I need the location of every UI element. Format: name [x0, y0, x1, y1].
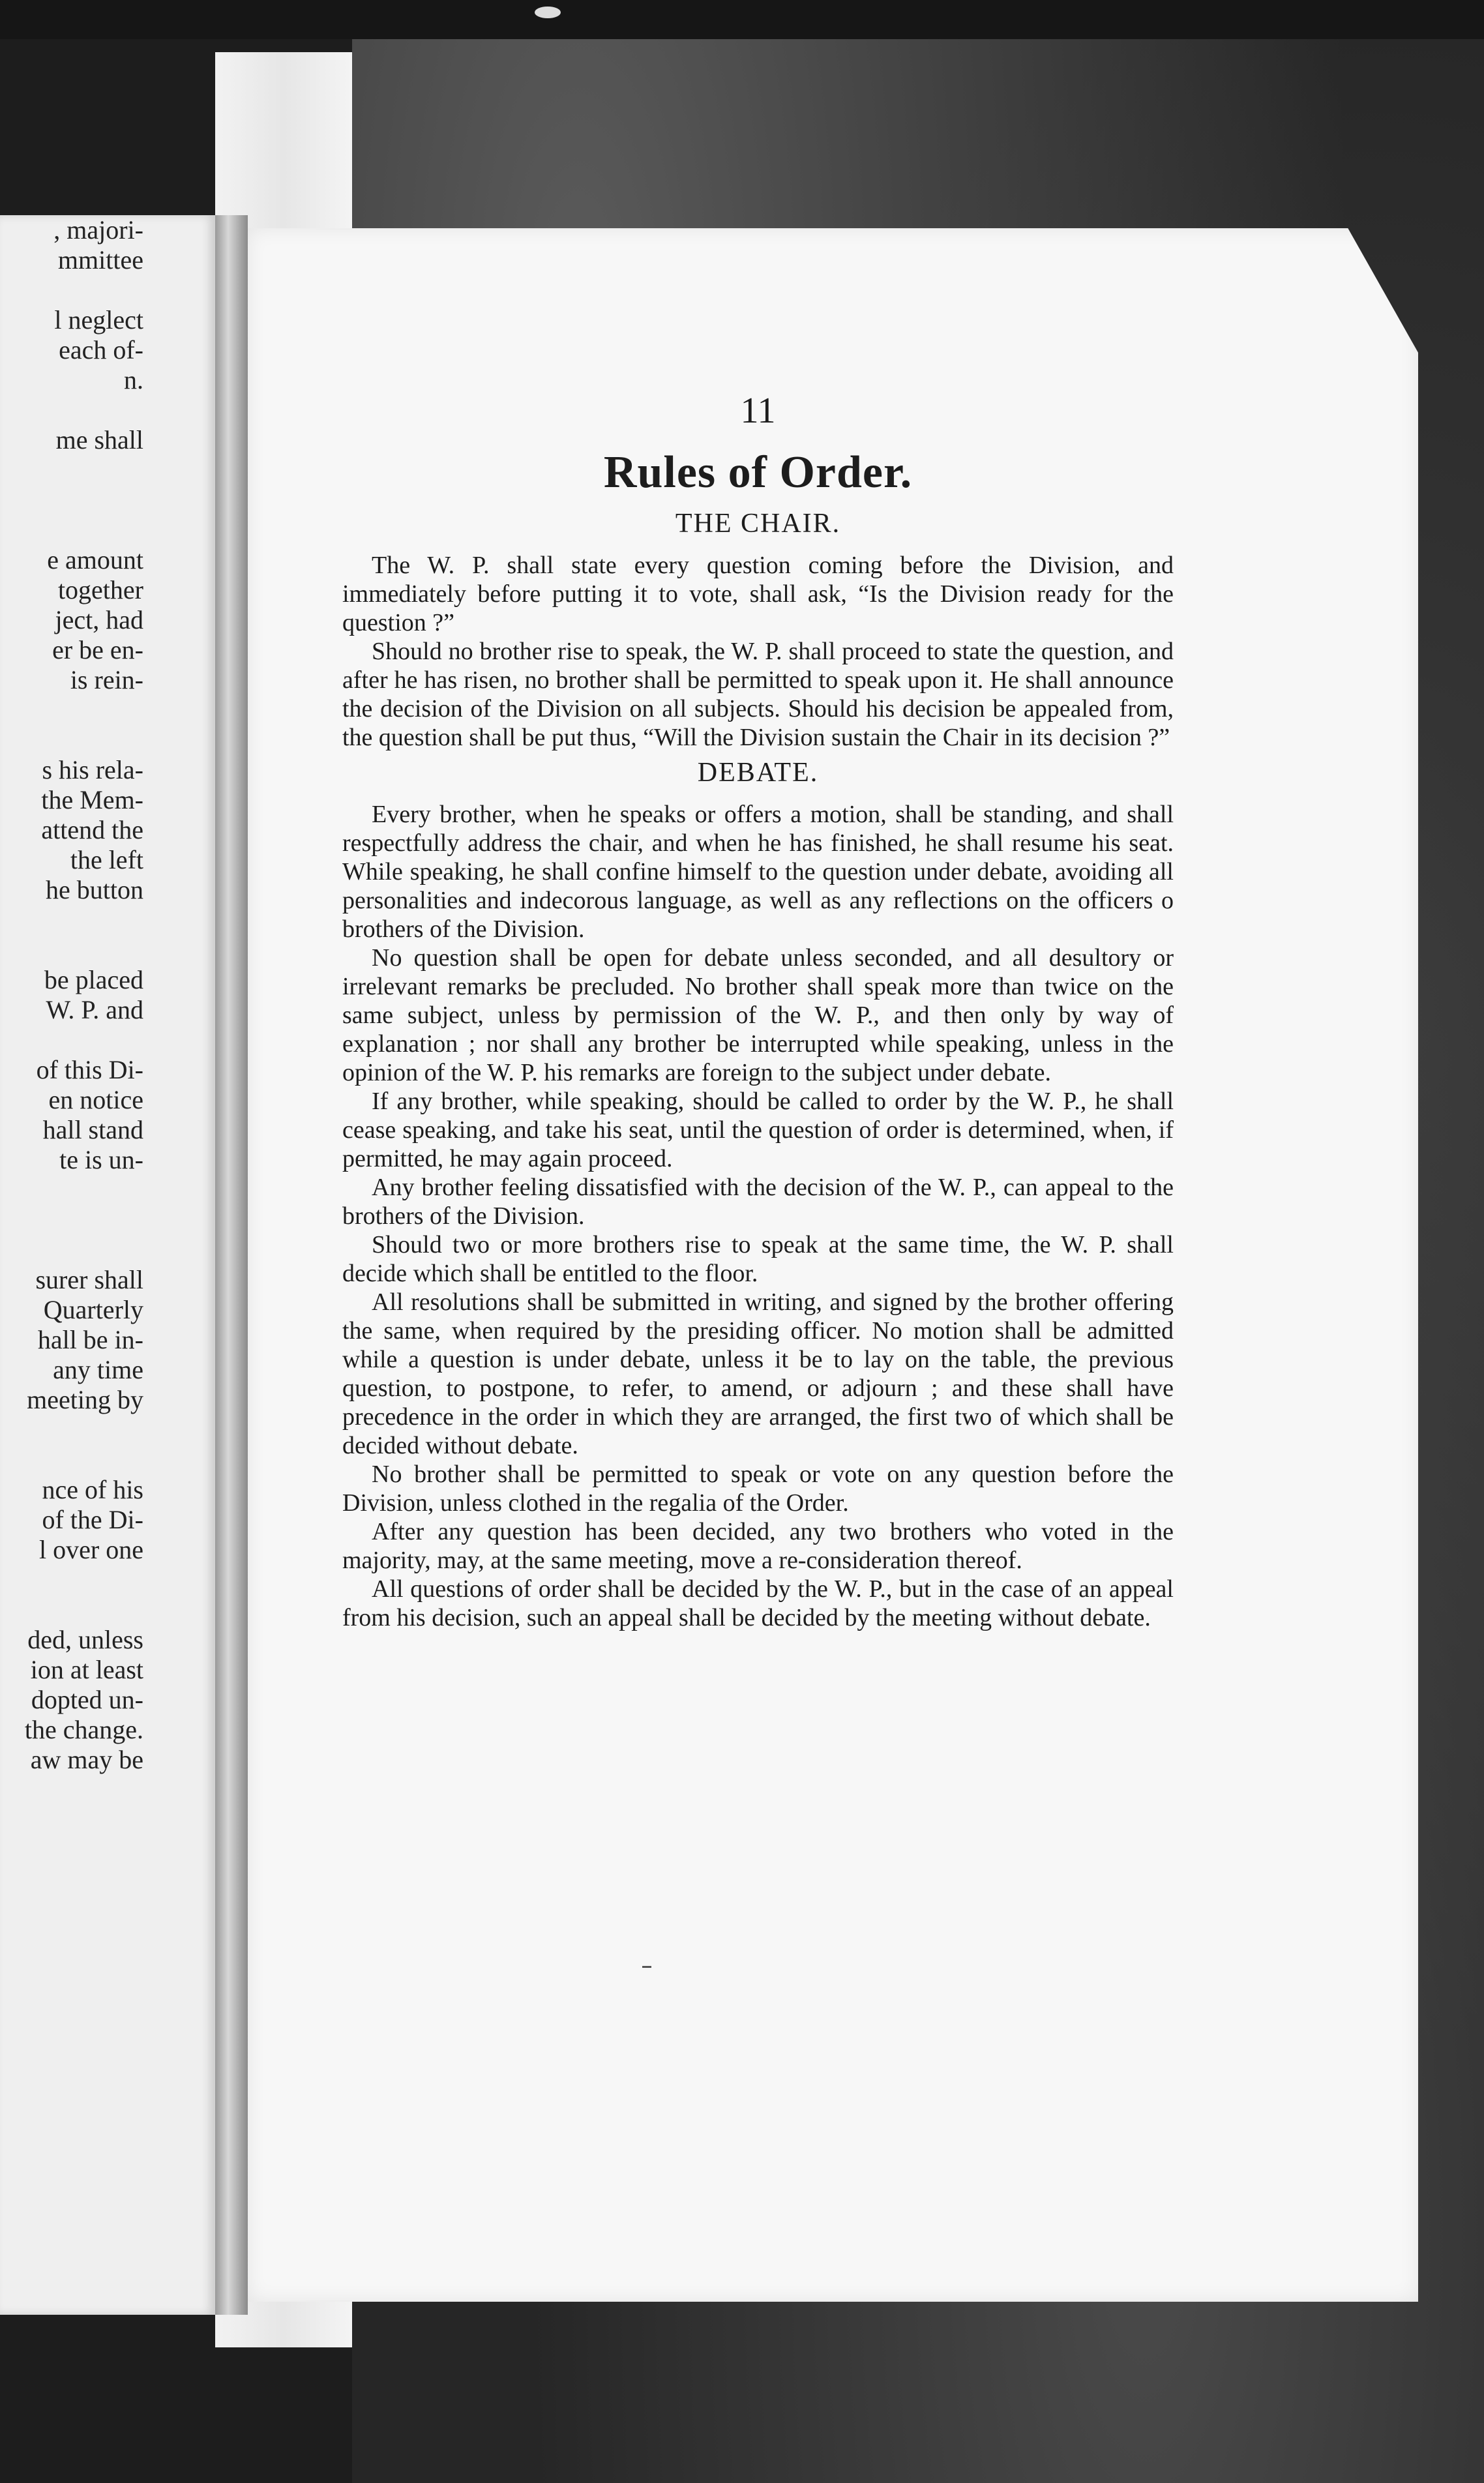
left-page-line: mmittee — [57, 245, 143, 275]
left-page-line: n. — [124, 365, 143, 394]
scan-speck — [535, 7, 561, 18]
left-page-line: any time — [53, 1355, 143, 1384]
paragraph: Should no brother rise to speak, the W. P. shall proceed to state the question, and after he has risen, no brother shall be permitted to speak upon it. He shall announce the decision of the Division on all subjects. Should his decision be appealed from, the question shall be put thus, “Will the Division sustain the Chair in its decision ?” — [342, 638, 1174, 751]
left-page-line: is rein- — [70, 665, 143, 694]
page-number: 11 — [740, 391, 776, 431]
left-page-line: he button — [46, 875, 143, 904]
left-page — [0, 215, 215, 2315]
left-page-line — [0, 485, 143, 515]
left-page-line: e amount — [47, 545, 143, 574]
paragraph: No brother shall be permitted to speak or vote on any question before the Division, unless clothed in the regalia of the Order. — [342, 1461, 1174, 1517]
left-page-line — [0, 1205, 143, 1235]
left-page-line: ject, had — [55, 605, 143, 634]
left-page-line — [0, 935, 143, 965]
left-page-line — [0, 395, 143, 425]
left-page-line: hall stand — [42, 1115, 143, 1144]
left-page-line: nce of his — [42, 1475, 143, 1504]
left-page-line — [0, 275, 143, 305]
left-page-line — [0, 725, 143, 755]
left-page-line: aw may be — [30, 1745, 143, 1774]
section-debate — [342, 754, 1174, 1632]
left-page-line: be placed — [44, 965, 143, 994]
left-page-line — [0, 1235, 143, 1265]
left-page-line: W. P. and — [46, 995, 143, 1024]
left-page-line: ded, unless — [27, 1625, 143, 1654]
left-page-line — [0, 455, 143, 485]
left-page-line — [0, 1175, 143, 1205]
left-page-line: together — [57, 575, 143, 604]
left-page-line: Quarterly — [43, 1295, 143, 1324]
paragraph: After any question has been decided, any two brothers who voted in the majority, may, at the same meeting, move a re-consideration thereof. — [342, 1518, 1174, 1574]
left-page-line: surer shall — [35, 1265, 143, 1294]
paragraph: All questions of order shall be decided by the W. P., but in the case of an appeal from his decision, such an appeal shall be decided by the meeting without debate. — [342, 1575, 1174, 1631]
paragraph: Every brother, when he speaks or offers a motion, shall be standing, and shall respectfully address the chair, and when he has finished, he shall resume his seat. While speaking, he shall confine himself to the question under debate, avoiding all personalities and indecorous language, as well as any reflections on the officers o brothers of the Division. — [342, 801, 1174, 943]
left-page-line: attend the — [41, 815, 143, 844]
left-page-line — [0, 1025, 143, 1055]
left-page-line: me shall — [55, 425, 143, 454]
left-page-line: te is un- — [59, 1145, 143, 1174]
page-mark — [642, 1966, 651, 1968]
page-content — [342, 388, 1174, 1632]
left-page-line: en notice — [48, 1085, 143, 1114]
section-chair — [342, 505, 1174, 752]
left-page-line — [0, 515, 143, 545]
paragraph: All resolutions shall be submitted in writing, and signed by the brother offering the same, when required by the presiding officer. No motion shall be admitted while a question is under debate, unless it be to lay on the table, the previous question, to postpone, to refer, to amend, or adjourn ; and these shall have precedence in the order in which they are arranged, the first two of which shall be decided without debate. — [342, 1288, 1174, 1459]
left-page-line: meeting by — [27, 1385, 143, 1414]
left-page-line — [0, 695, 143, 725]
left-page-line — [0, 905, 143, 935]
left-page-line — [0, 1595, 143, 1625]
section-heading: DEBATE. — [697, 758, 819, 788]
left-page-line: ion at least — [30, 1655, 143, 1684]
left-page-line: the left — [70, 845, 143, 874]
left-page-line: each of- — [59, 335, 143, 364]
left-page-line — [0, 1445, 143, 1475]
left-page-line: , majori- — [53, 215, 143, 245]
page-title: Rules of Order. — [603, 447, 913, 498]
paragraph: The W. P. shall state every question coming before the Division, and immediately before putting it to vote, shall ask, “Is the Division ready for the question ?” — [342, 552, 1174, 636]
left-page-line — [0, 1565, 143, 1595]
paragraph: Should two or more brothers rise to speak at the same time, the W. P. shall decide which shall be entitled to the floor. — [342, 1231, 1174, 1287]
left-page-line: the change. — [24, 1715, 143, 1744]
left-page-line: hall be in- — [37, 1325, 143, 1354]
paragraph: If any brother, while speaking, should be called to order by the W. P., he shall cease speaking, and take his seat, until the question of order is determined, when, if permitted, he may again proceed. — [342, 1088, 1174, 1172]
left-page-line: of the Di- — [42, 1505, 143, 1534]
book-spine — [215, 215, 248, 2315]
paragraph: Any brother feeling dissatisfied with the decision of the W. P., can appeal to the brothers of the Division. — [342, 1174, 1174, 1230]
left-page-line: l over one — [39, 1535, 143, 1564]
paragraph: No question shall be open for debate unless seconded, and all desultory or irrelevant remarks be precluded. No brother shall speak more than twice on the same subject, unless by permission of the W. P., and then only by way of explanation ; nor shall any brother be interrupted while speaking, unless in the opinion of the W. P. his remarks are foreign to the subject under debate. — [342, 944, 1174, 1086]
left-page-line: er be en- — [52, 635, 143, 664]
left-page-line: l neglect — [54, 305, 143, 335]
left-page-line: dopted un- — [31, 1685, 143, 1714]
left-page-line: of this Di- — [36, 1055, 143, 1084]
left-page-line — [0, 1415, 143, 1445]
section-heading: THE CHAIR. — [675, 509, 841, 539]
left-page-text — [0, 215, 143, 1775]
left-page-line: the Mem- — [41, 785, 143, 814]
left-page-line: s his rela- — [42, 755, 143, 784]
